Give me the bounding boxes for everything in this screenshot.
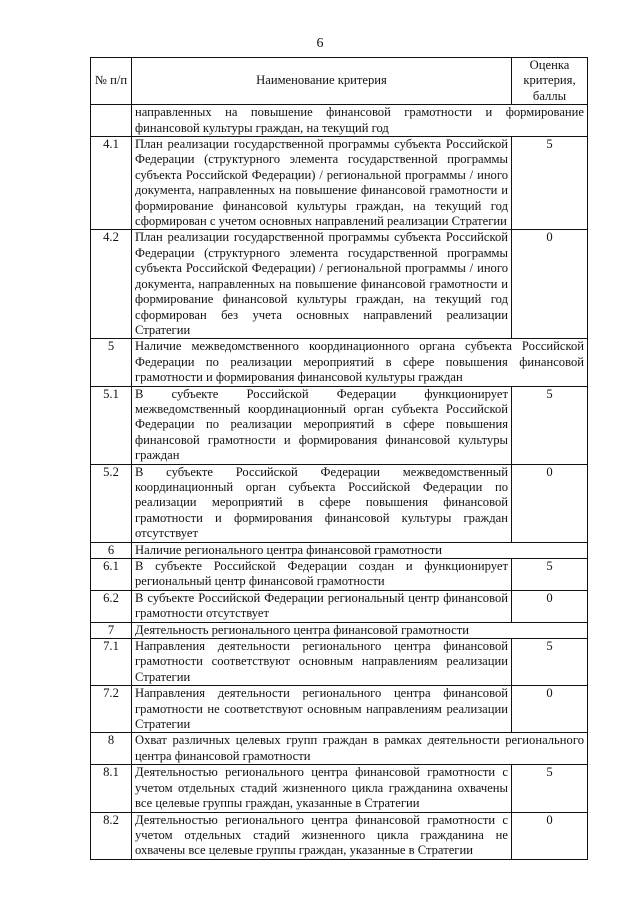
criterion-score: 0 (512, 686, 588, 733)
criterion-score: 5 (512, 137, 588, 230)
criterion-score: 0 (512, 464, 588, 542)
criterion-text: В субъекте Российской Федерации функционирует межведомственный координационный орган субъекта Российской Федерации по реализации мероприятий в сфере повышения финансовой грамотности и формирования финансовой культуры граждан (132, 386, 512, 464)
header-num: № п/п (91, 58, 132, 105)
table-row (91, 765, 588, 812)
criterion-score: 5 (512, 386, 588, 464)
table-row (91, 339, 588, 386)
row-number: 6 (91, 542, 132, 558)
criterion-text: Деятельность регионального центра финансовой грамотности (132, 622, 588, 638)
table-row (91, 464, 588, 542)
table-header-row (91, 58, 588, 105)
row-number: 6.1 (91, 559, 132, 591)
criterion-text: В субъекте Российской Федерации региональный центр финансовой грамотности отсутствует (132, 590, 512, 622)
criterion-text: В субъекте Российской Федерации межведомственный координационный орган субъекта Российской Федерации по реализации мероприятий в сфере повышения финансовой грамотности и формирования финансовой культуры граждан отсутствует (132, 464, 512, 542)
table-row (91, 137, 588, 230)
criterion-score: 0 (512, 230, 588, 339)
row-number: 8 (91, 733, 132, 765)
criterion-score: 5 (512, 765, 588, 812)
row-number: 8.2 (91, 812, 132, 859)
criterion-text: Деятельностью регионального центра финансовой грамотности с учетом отдельных стадий жизненного цикла гражданина охвачены все целевые группы граждан, указанные в Стратегии (132, 765, 512, 812)
criterion-text: План реализации государственной программы субъекта Российской Федерации (структурного элемента государственной программы субъекта Российской Федерации) / региональной программы / иного документа, направленных на повышение финансовой грамотности и формирование финансовой культуры граждан, на текущий год сформирован без учета основных направлений реализации Стратегии (132, 230, 512, 339)
criterion-text: Наличие регионального центра финансовой грамотности (132, 542, 588, 558)
criterion-text: В субъекте Российской Федерации создан и функционирует региональный центр финансовой грамотности (132, 559, 512, 591)
criterion-text: Направления деятельности регионального центра финансовой грамотности не соответствуют основным направлениям реализации Стратегии (132, 686, 512, 733)
table-row (91, 386, 588, 464)
criterion-score: 5 (512, 559, 588, 591)
criterion-text: Охват различных целевых групп граждан в рамках деятельности регионального центра финансовой грамотности (132, 733, 588, 765)
row-number: 5.2 (91, 464, 132, 542)
table-row (91, 686, 588, 733)
table-row (91, 639, 588, 686)
criterion-score: 0 (512, 812, 588, 859)
header-score: Оценка критерия, баллы (512, 58, 588, 105)
table-row (91, 105, 588, 137)
row-number: 4.1 (91, 137, 132, 230)
table-row (91, 230, 588, 339)
criterion-text: направленных на повышение финансовой грамотности и формирование финансовой культуры граждан, на текущий год (132, 105, 588, 137)
criteria-table (90, 57, 588, 860)
criterion-score: 5 (512, 639, 588, 686)
row-number: 5 (91, 339, 132, 386)
table-row (91, 622, 588, 638)
row-number: 7.1 (91, 639, 132, 686)
row-number: 7.2 (91, 686, 132, 733)
page-number: 6 (316, 36, 324, 51)
criterion-text: Деятельностью регионального центра финансовой грамотности с учетом отдельных стадий жизненного цикла гражданина не охвачены все целевые группы граждан, указанные в Стратегии (132, 812, 512, 859)
row-number: 4.2 (91, 230, 132, 339)
row-number: 8.1 (91, 765, 132, 812)
criterion-text: План реализации государственной программы субъекта Российской Федерации (структурного элемента государственной программы субъекта Российской Федерации) / региональной программы / иного документа, направленных на повышение финансовой грамотности и формирование финансовой культуры граждан, на текущий год сформирован с учетом основных направлений реализации Стратегии (132, 137, 512, 230)
table-row (91, 590, 588, 622)
table-row (91, 733, 588, 765)
header-name: Наименование критерия (132, 58, 512, 105)
table-row (91, 542, 588, 558)
row-number: 5.1 (91, 386, 132, 464)
row-number: 7 (91, 622, 132, 638)
criterion-text: Наличие межведомственного координационного органа субъекта Российской Федерации по реализации мероприятий в сфере повышения финансовой грамотности и формирования финансовой культуры граждан (132, 339, 588, 386)
table-row (91, 812, 588, 859)
table-row (91, 559, 588, 591)
row-number (91, 105, 132, 137)
criterion-score: 0 (512, 590, 588, 622)
criterion-text: Направления деятельности регионального центра финансовой грамотности соответствуют основным направлениям реализации Стратегии (132, 639, 512, 686)
row-number: 6.2 (91, 590, 132, 622)
